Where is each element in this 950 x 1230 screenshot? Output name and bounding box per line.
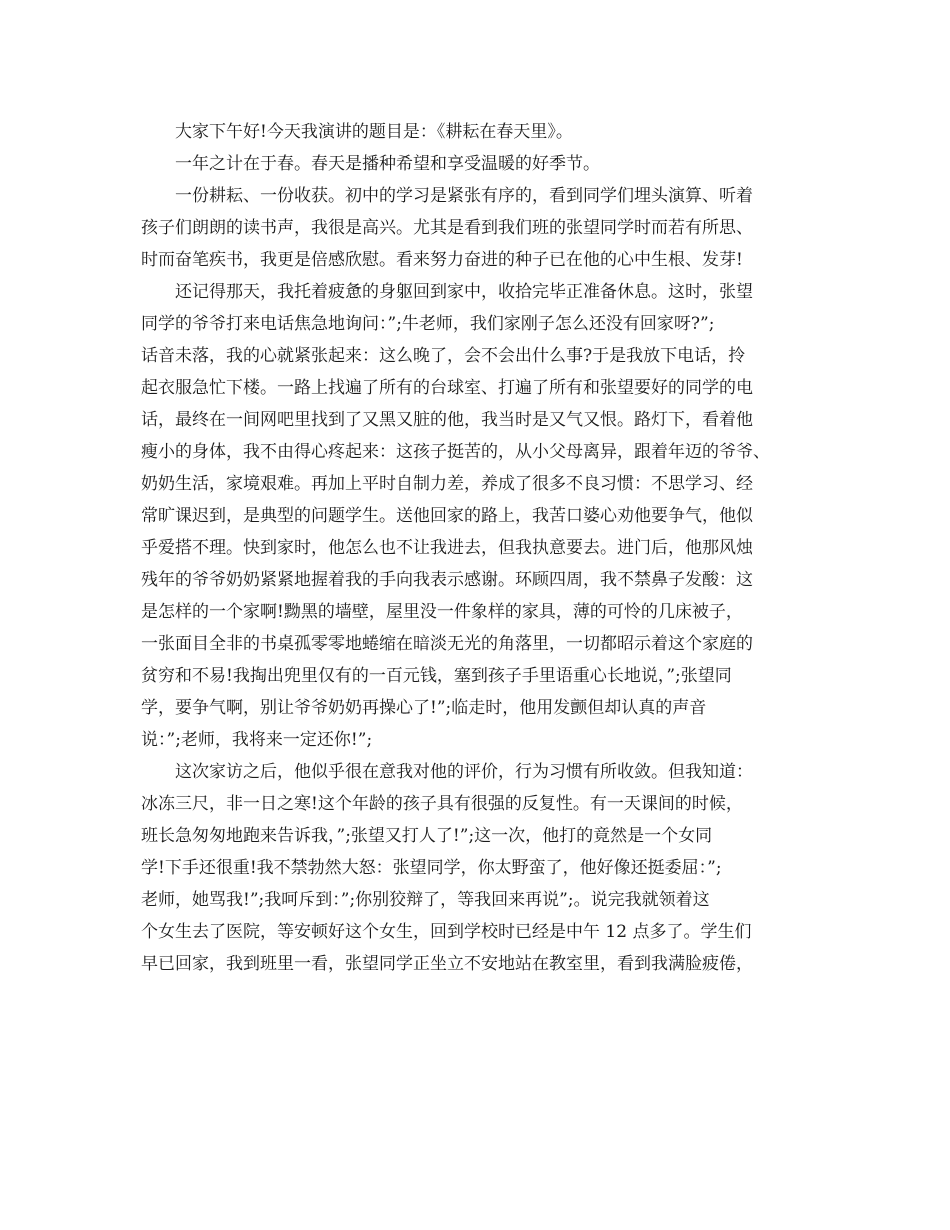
text-line: 起衣服急忙下楼。一路上找遍了所有的台球室、打遍了所有和张望要好的同学的电 <box>141 378 753 398</box>
text-line: 孩子们朗朗的读书声，我很是高兴。尤其是看到我们班的张望同学时而若有所思、 <box>141 218 753 238</box>
text-line: 乎爱搭不理。快到家时，他怎么也不让我进去，但我执意要去。进门后，他那风烛 <box>141 538 753 558</box>
text-line: 是怎样的一个家啊!黝黑的墙壁，屋里没一件象样的家具，薄的可怜的几床被子， <box>141 602 743 622</box>
text-line: 早已回家，我到班里一看，张望同学正坐立不安地站在教室里，看到我满脸疲倦， <box>141 954 753 974</box>
text-line: 冰冻三尺，非一日之寒!这个年龄的孩子具有很强的反复性。有一天课间的时候， <box>141 794 743 814</box>
text-line: 常旷课迟到，是典型的问题学生。送他回家的路上，我苦口婆心劝他要争气，他似 <box>141 506 753 526</box>
text-line: 大家下午好!今天我演讲的题目是：《耕耘在春天里》。 <box>175 122 573 142</box>
text-line: 瘦小的身体，我不由得心疼起来：这孩子挺苦的，从小父母离异，跟着年迈的爷爷、 <box>141 442 770 462</box>
text-line: 老师，她骂我!”;我呵斥到：”;你别狡辩了，等我回来再说”;。说完我就领着这 <box>141 890 710 910</box>
text-line: 一份耕耘、一份收获。初中的学习是紧张有序的，看到同学们埋头演算、听着 <box>175 186 753 206</box>
paragraph-harvest <box>141 180 831 276</box>
document-body <box>141 116 831 980</box>
text-line: 同学的爷爷打来电话焦急地询问：”;牛老师，我们家刚子怎么还没有回家呀?”; <box>141 314 715 334</box>
paragraph-after-visit <box>141 756 831 980</box>
paragraph-greeting <box>141 116 831 148</box>
paragraph-spring <box>141 148 831 180</box>
text-line: 贫穷和不易!我掏出兜里仅有的一百元钱，塞到孩子手里语重心长地说，”;张望同 <box>141 666 732 686</box>
text-line: 话音未落，我的心就紧张起来：这么晚了，会不会出什么事?于是我放下电话，拎 <box>141 346 746 366</box>
text-line: 说：”;老师，我将来一定还你!”; <box>141 730 373 750</box>
text-line: 奶奶生活，家境艰难。再加上平时自制力差，养成了很多不良习惯：不思学习、经 <box>141 474 753 494</box>
text-line: 残年的爷爷奶奶紧紧地握着我的手向我表示感谢。环顾四周，我不禁鼻子发酸：这 <box>141 570 753 590</box>
text-line: 一年之计在于春。春天是播种希望和享受温暖的好季节。 <box>175 154 600 174</box>
text-line: 个女生去了医院，等安顿好这个女生，回到学校时已经是中午 12 点多了。学生们 <box>141 922 752 942</box>
text-line: 班长急匆匆地跑来告诉我，”;张望又打人了!”;这一次，他打的竟然是一个女同 <box>141 826 713 846</box>
paragraph-home-visit <box>141 276 831 756</box>
text-line: 还记得那天，我托着疲惫的身躯回到家中，收拾完毕正准备休息。这时，张望 <box>175 282 753 302</box>
text-line: 话，最终在一间网吧里找到了又黑又脏的他，我当时是又气又恨。路灯下，看着他 <box>141 410 753 430</box>
text-line: 时而奋笔疾书，我更是倍感欣慰。看来努力奋进的种子已在他的心中生根、发芽! <box>141 250 743 270</box>
text-line: 学，要争气啊，别让爷爷奶奶再操心了!”;临走时，他用发颤但却认真的声音 <box>141 698 707 718</box>
text-line: 这次家访之后，他似乎很在意我对他的评价，行为习惯有所收敛。但我知道： <box>175 762 753 782</box>
text-line: 学!下手还很重!我不禁勃然大怒：张望同学，你太野蛮了，他好像还挺委屈：”; <box>141 858 722 878</box>
text-line: 一张面目全非的书桌孤零零地蜷缩在暗淡无光的角落里，一切都昭示着这个家庭的 <box>141 634 753 654</box>
